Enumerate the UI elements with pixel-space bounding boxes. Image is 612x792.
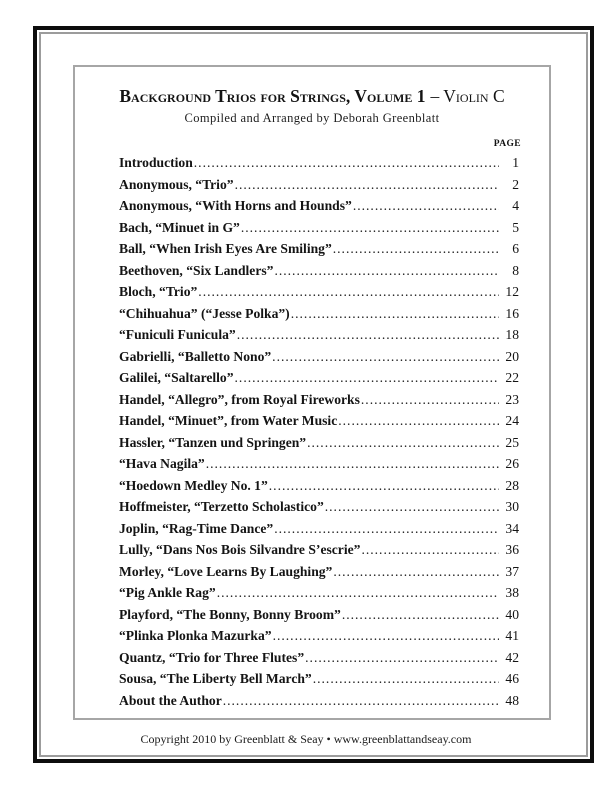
toc-leader-dots (206, 453, 499, 475)
toc-leader-dots (223, 690, 499, 712)
toc-entry-title: About the Author (119, 692, 222, 708)
toc-leader-dots (291, 303, 499, 325)
toc-leader-dots (333, 238, 499, 260)
toc-entry-title: Anonymous, “Trio” (119, 176, 234, 192)
toc-leader-dots (269, 475, 499, 497)
toc-entry-page: 42 (505, 649, 519, 665)
toc-row (119, 518, 519, 540)
toc-row (119, 238, 519, 260)
toc-entry-page: 34 (505, 520, 519, 536)
toc-leader-dots (313, 668, 499, 690)
toc-row (119, 496, 519, 518)
toc-row (119, 303, 519, 325)
toc-entry-page: 23 (505, 391, 519, 407)
toc-entry-title: “Chihuahua” (“Jesse Polka”) (119, 305, 290, 321)
toc-entry-page: 16 (505, 305, 519, 321)
table-of-contents-box (73, 65, 551, 720)
toc-row (119, 453, 519, 475)
toc-entry-page: 8 (512, 262, 519, 278)
toc-entry-page: 38 (505, 585, 519, 600)
toc-leader-dots (361, 539, 499, 561)
toc-entry-page: 36 (505, 542, 519, 557)
book-title-instrument: – Violin C (430, 86, 505, 106)
toc-entry-page: 6 (512, 241, 519, 256)
toc-row (119, 389, 519, 411)
toc-leader-dots (353, 195, 499, 217)
book-title: Background Trios for Strings, Volume 1 (119, 86, 426, 106)
toc-entry-title: “Hava Nagila” (119, 456, 205, 471)
toc-entry-page: 30 (505, 499, 519, 514)
toc-entry-page: 28 (505, 477, 519, 493)
toc-entry-page: 25 (505, 434, 519, 450)
toc-entry-title: “Plinka Plonka Mazurka” (119, 628, 272, 643)
toc-entry-page: 24 (505, 413, 519, 428)
toc-row (119, 217, 519, 239)
toc-row (119, 475, 519, 497)
toc-leader-dots (305, 647, 499, 669)
toc-entry-page: 22 (505, 370, 519, 385)
toc-entry-title: Handel, “Minuet”, from Water Music (119, 413, 338, 428)
toc-row (119, 561, 519, 583)
toc-row (119, 195, 519, 217)
toc-entry-page: 2 (512, 176, 519, 192)
toc-entry-title: Handel, “Allegro”, from Royal Fireworks (119, 391, 360, 407)
toc-leader-dots (237, 324, 499, 346)
toc-leader-dots (272, 346, 499, 368)
copyright-footer: Copyright 2010 by Greenblatt & Seay • www.greenblattandseay.com (140, 732, 472, 746)
toc-entry-title: Bloch, “Trio” (119, 284, 198, 299)
toc-row (119, 604, 519, 626)
toc-row (119, 367, 519, 389)
toc-row (119, 324, 519, 346)
page-title (75, 85, 549, 107)
toc-leader-dots (235, 174, 499, 196)
toc-leader-dots (235, 367, 499, 389)
toc-entry-page: 4 (512, 198, 519, 213)
toc-entry-title: “Pig Ankle Rag” (119, 585, 216, 600)
toc-entry-title: Introduction (119, 155, 193, 170)
toc-entry-title: Beethoven, “Six Landlers” (119, 262, 274, 278)
toc-leader-dots (241, 217, 499, 239)
toc-entry-title: Ball, “When Irish Eyes Are Smiling” (119, 241, 332, 256)
toc-entry-page: 26 (505, 456, 519, 471)
toc-entry-page: 41 (505, 628, 519, 643)
toc-entry-title: Bach, “Minuet in G” (119, 219, 240, 235)
toc-leader-dots (307, 432, 499, 454)
subtitle-credit: Compiled and Arranged by Deborah Greenblatt (184, 111, 440, 125)
toc-entry-page: 20 (505, 348, 519, 364)
toc-entry-title: Playford, “The Bonny, Bonny Broom” (119, 606, 341, 622)
toc-leader-dots (274, 260, 499, 282)
toc-entry-title: “Funiculi Funicula” (119, 327, 236, 342)
toc-row (119, 625, 519, 647)
toc-entry-page: 37 (505, 563, 519, 579)
toc-entry-title: Morley, “Love Learns By Laughing” (119, 563, 333, 579)
toc-leader-dots (342, 604, 499, 626)
toc-entry-page: 1 (512, 155, 519, 170)
toc-entry-title: Anonymous, “With Horns and Hounds” (119, 198, 352, 213)
toc-entry-title: Sousa, “The Liberty Bell March” (119, 671, 312, 686)
toc-row (119, 281, 519, 303)
toc-leader-dots (194, 152, 499, 174)
toc-row (119, 432, 519, 454)
toc-entry-title: Quantz, “Trio for Three Flutes” (119, 649, 305, 665)
toc-entry-title: “Hoedown Medley No. 1” (119, 477, 268, 493)
toc-row (119, 260, 519, 282)
toc-leader-dots (338, 410, 499, 432)
toc-leader-dots (361, 389, 499, 411)
toc-leader-dots (273, 625, 499, 647)
toc-entry-title: Galilei, “Saltarello” (119, 370, 234, 385)
toc-leader-dots (333, 561, 499, 583)
toc-leader-dots (274, 518, 499, 540)
toc-entry-title: Lully, “Dans Nos Bois Silvandre S’escrie” (119, 542, 361, 557)
toc-row (119, 690, 519, 712)
toc-entry-page: 46 (505, 671, 519, 686)
toc-row (119, 668, 519, 690)
toc-leader-dots (325, 496, 499, 518)
toc-row (119, 647, 519, 669)
toc-entry-page: 12 (505, 284, 519, 299)
toc-entry-title: Gabrielli, “Balletto Nono” (119, 348, 272, 364)
toc-entry-page: 48 (505, 692, 519, 708)
toc-row (119, 582, 519, 604)
toc-row (119, 152, 519, 174)
toc-entry-title: Hassler, “Tanzen und Springen” (119, 434, 307, 450)
toc-entry-page: 5 (512, 219, 519, 235)
toc-entry-page: 18 (505, 327, 519, 342)
toc-row (119, 539, 519, 561)
toc-leader-dots (217, 582, 499, 604)
page-column-header: PAGE (493, 139, 521, 149)
toc-row (119, 174, 519, 196)
toc-entry-page: 40 (505, 606, 519, 622)
toc-list (75, 150, 549, 711)
toc-entry-title: Hoffmeister, “Terzetto Scholastico” (119, 499, 324, 514)
toc-leader-dots (198, 281, 499, 303)
toc-entry-title: Joplin, “Rag-Time Dance” (119, 520, 274, 536)
toc-row (119, 346, 519, 368)
toc-row (119, 410, 519, 432)
